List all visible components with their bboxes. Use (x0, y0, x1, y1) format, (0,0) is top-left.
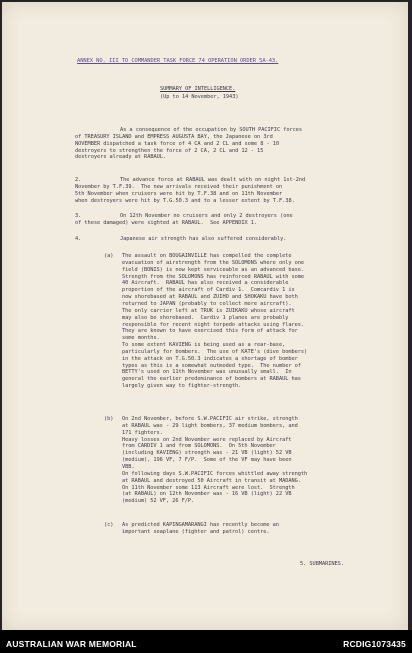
paragraph-number: 4. (75, 236, 82, 242)
subparagraph-b-line: Heavy losses on 2nd November were replaced by Aircraft (122, 436, 292, 443)
paragraph-2-line: The advance force at RABAUL was dealt with on night 1st-2nd (120, 177, 306, 183)
subparagraph-b-line: (medium), 196 VF, 7 F/P. Some of the VF may have been (122, 457, 292, 464)
summary-subtitle: (Up to 14 November, 1943) (160, 94, 239, 100)
subparagraph-a-line: 40 Aircraft. RABAUL has also received a considerable (122, 280, 289, 287)
subparagraph-label: (b) (104, 416, 114, 422)
subparagraph-b-line: (including KAVIENG) strength was - 21 VB (light) 52 VB (122, 450, 292, 457)
summary-title: SUMMARY OF INTELLIGENCE. (160, 86, 236, 92)
subparagraph-a-line: evacuation of airstrength from the SOLOMONS where only one (122, 259, 305, 266)
paragraph-2-line: when destroyers were hit by T.G.50.3 and to a lesser extent by T.F.38. (75, 197, 295, 204)
subparagraph-b-line: from CARDIV 1 and from SOLOMONS. On 5th November (122, 443, 276, 450)
subparagraph-a-line: types as this is a somewhat outmoded type. The number of (122, 362, 301, 369)
subparagraph-b-line: On 11th November some 113 Aircraft were lost. Strength (122, 484, 295, 491)
subparagraph-a-line: now shorebased at RABAUL and ZUIHO and SHOKAKU have both (122, 294, 298, 301)
subparagraph-c-line: important seaplane (fighter and patrol) centre. (122, 528, 270, 535)
subparagraph-a-line: returned to JAPAN (probably to collect more aircraft). (122, 300, 292, 307)
footer-record-id: RCDIG1073435 (343, 639, 406, 649)
subparagraph-a-line: particularly for bombers. The use of KATE's (dive bombers) (122, 348, 308, 355)
paragraph-3-line: of these damaged) were sighted at RABAUL. See APPENDIX 1. (75, 219, 258, 226)
intro-line: destroyers already at RABAUL. (75, 154, 167, 161)
archive-footer (0, 630, 412, 653)
subparagraph-a-line: some months. (122, 335, 160, 342)
subparagraph-a-line: BETTY's used on 11th November was unusually small. In (122, 369, 292, 376)
paragraph-number: 3. (75, 213, 82, 219)
annex-title: ANNEX NO. III TO COMMANDER TASK FORCE 74 OPERATION ORDER 5A-43. (77, 58, 279, 64)
paragraph-2-line: November by T.F.39. The new arrivals received their punishment on (75, 183, 283, 190)
intro-line: NOVEMBER dispatched a task force of 4 CA and 2 CL and some 8 - 10 (75, 140, 280, 147)
intro-line: destroyers to strengthen the force of 2 CA, 2 CL and 12 - 15 (75, 147, 264, 154)
subparagraph-a-line: proportion of the aircraft of Cardiv 1. Comcardiv 1 is (122, 287, 295, 294)
subparagraph-a-line: Strength from the SOLOMONS has reinforced RABAUL with some (122, 273, 305, 280)
paragraph-2-line: 5th November when cruisers were hit by T.F.38 and on 11th November (75, 190, 283, 197)
subparagraph-a-line: general the earlier predominance of bombers at RABAUL has (122, 376, 301, 383)
subparagraph-b-line: 171 fighters. (122, 429, 163, 436)
subparagraph-a-line: field (BONIS) is now kept serviceable as an advanced base. (122, 266, 305, 273)
subparagraph-a-line: in the attack on T.G.50.3 indicates a shortage of bomber (122, 355, 298, 362)
paragraph-number: 2. (75, 177, 82, 183)
subparagraph-b-line: at RABAUL and destroyed 50 Aircraft in transit at MADANG. (122, 477, 301, 484)
subparagraph-a-line: responsible for recent night torpedo attacks using flares. (122, 321, 305, 328)
subparagraph-a-line: may also be shorebased. Cardiv 1 planes are probably (122, 314, 289, 321)
next-section-heading: 5. SUBMARINES. (300, 561, 344, 567)
subparagraph-a-line: largely given way to fighter-strength. (122, 383, 242, 390)
footer-institution: AUSTRALIAN WAR MEMORIAL (6, 639, 137, 649)
subparagraph-b-line: at RABAUL was - 29 light bombers, 37 medium bombers, and (122, 422, 298, 429)
subparagraph-a-line: They are known to have exercised this form of attack for (122, 328, 298, 335)
paragraph-4-line: Japanese air strength has also suffered considerably. (120, 236, 287, 242)
subparagraph-c-line: As predicted KAPINGAMARANGI has recently become an (122, 522, 279, 528)
intro-line: of TREASURY ISLAND and EMPRESS AUGUSTA BAY, the Japanese on 3rd (75, 133, 273, 140)
subparagraph-b-line: (medium) 52 VF, 26 F/P. (122, 498, 195, 505)
intro-line: As a consequence of the occupation by SOUTH PACIFIC forces (120, 127, 303, 133)
subparagraph-label: (c) (104, 522, 114, 528)
subparagraph-a-line: To some extent KAVIENG is being used as a rear-base, (122, 342, 286, 349)
paragraph-3-line: On 12th November no cruisers and only 2 destroyers (one (120, 213, 293, 219)
subparagraph-b-line: On 2nd November, before S.W.PACIFIC air strike, strength (122, 416, 298, 422)
subparagraph-b-line: On following days S.W.PACIFIC forces whittled away strength (122, 470, 308, 477)
subparagraph-a-line: The only carrier left at TRUK is ZUIKAKU whose aircraft (122, 307, 295, 314)
subparagraph-b-line: VBB. (122, 463, 135, 470)
subparagraph-a-line: The assault on BOUGAINVILLE has compelled the complete (122, 253, 292, 259)
subparagraph-label: (a) (104, 253, 114, 259)
subparagraph-b-line: (at RABAUL) on 12th November was - 16 VB (light) 22 VB (122, 491, 292, 498)
